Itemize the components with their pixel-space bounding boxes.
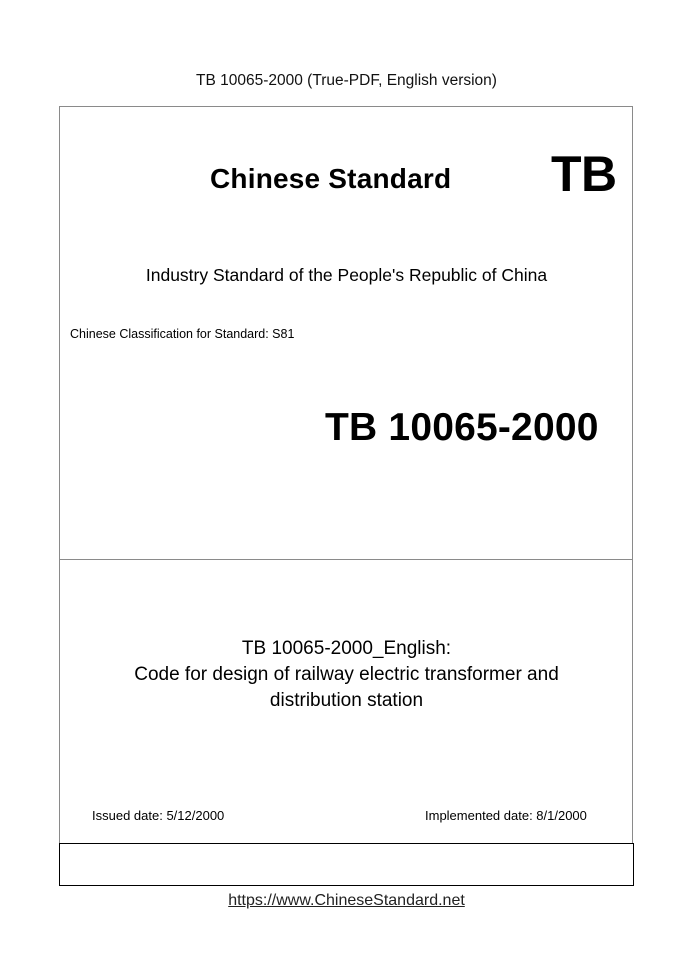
classification-line: Chinese Classification for Standard: S81: [70, 327, 295, 341]
document-title-line-3: distribution station: [269, 690, 424, 711]
document-title-line-2: Code for design of railway electric transformer and: [134, 664, 559, 685]
document-title: [0, 636, 693, 714]
page-header: TB 10065-2000 (True-PDF, English version): [196, 72, 497, 89]
issued-date: Issued date: 5/12/2000: [92, 808, 225, 823]
standard-number: TB 10065-2000: [325, 406, 599, 449]
cover-bottom-box: [59, 843, 634, 886]
tb-mark: TB: [551, 146, 617, 202]
industry-standard-line: Industry Standard of the People's Republic of China: [145, 265, 548, 285]
footer-link[interactable]: https://www.ChineseStandard.net: [228, 892, 465, 909]
implemented-date: Implemented date: 8/1/2000: [425, 808, 587, 823]
document-title-line-1: TB 10065-2000_English:: [241, 638, 452, 659]
cover-title: Chinese Standard: [210, 163, 452, 194]
